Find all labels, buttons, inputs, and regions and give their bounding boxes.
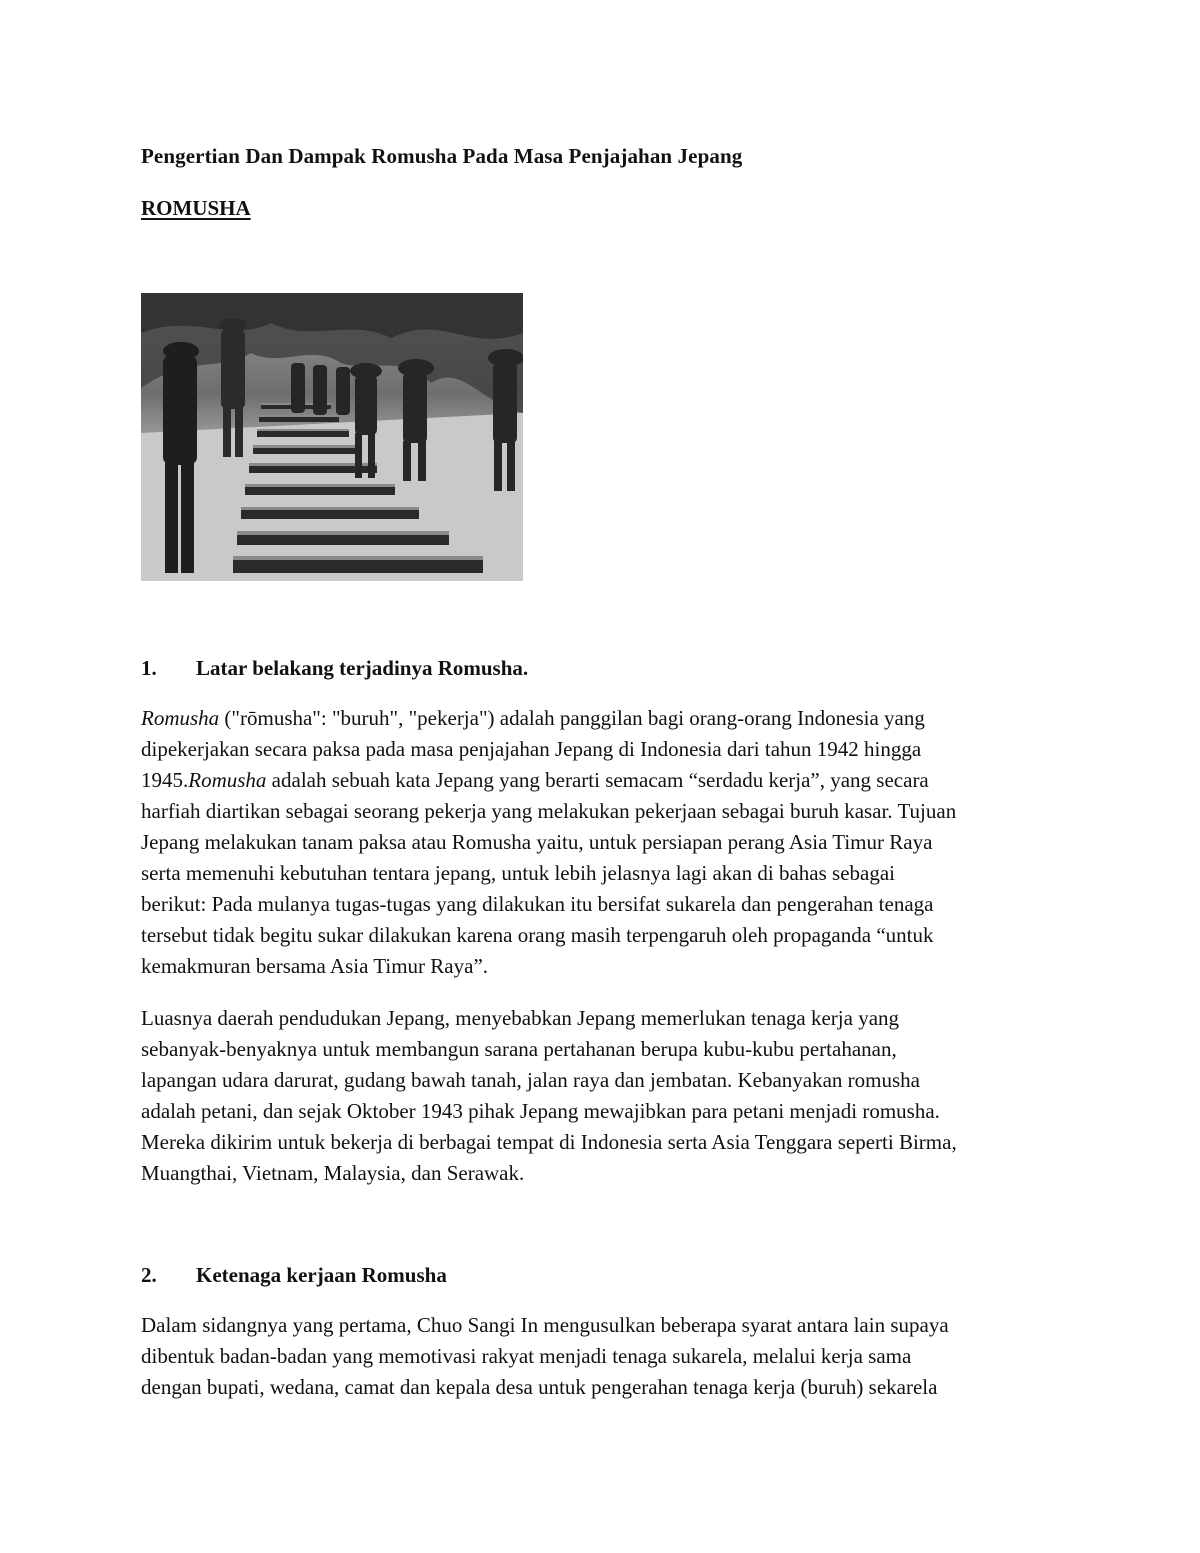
paragraph-line: [141, 765, 1066, 796]
document-subtitle: ROMUSHA: [141, 196, 251, 220]
paragraph-line: tersebut tidak begitu sukar dilakukan karena orang masih terpengaruh oleh propaganda “untuk: [141, 923, 934, 947]
paragraph: [141, 1310, 1066, 1403]
paragraph-line: berikut: Pada mulanya tugas-tugas yang dilakukan itu bersifat sukarela dan pengerahan tenaga: [141, 892, 934, 916]
section-heading-2: [141, 1263, 447, 1288]
paragraph: [141, 703, 1066, 982]
line-text: ("rōmusha": "buruh", "pekerja") adalah panggilan bagi orang-orang Indonesia yang: [219, 706, 925, 730]
paragraph-line: harfiah diartikan sebagai seorang pekerja yang melakukan pekerjaan sebagai buruh kasar. Tujuan: [141, 799, 957, 823]
line-prefix: 1945.: [141, 768, 189, 792]
paragraph-line: serta memenuhi kebutuhan tentara jepang, untuk lebih jelasnya lagi akan di bahas sebagai: [141, 861, 895, 885]
paragraph-line: dibentuk badan-badan yang memotivasi rakyat menjadi tenaga sukarela, melalui kerja sama: [141, 1344, 912, 1368]
romusha-photo: [141, 293, 523, 581]
paragraph-line: Mereka dikirim untuk bekerja di berbagai tempat di Indonesia serta Asia Tenggara seperti Birma,: [141, 1130, 957, 1154]
paragraph-line: Luasnya daerah pendudukan Jepang, menyebabkan Jepang memerlukan tenaga kerja yang: [141, 1006, 900, 1030]
paragraph-line: Dalam sidangnya yang pertama, Chuo Sangi In mengusulkan beberapa syarat antara lain supaya: [141, 1313, 949, 1337]
section-title: Latar belakang terjadinya Romusha.: [196, 656, 529, 680]
italic-term: Romusha: [141, 706, 220, 730]
section-number: 1.: [141, 656, 157, 680]
paragraph-line: dengan bupati, wedana, camat dan kepala desa untuk pengerahan tenaga kerja (buruh) sekarela: [141, 1375, 938, 1399]
paragraph-line: Jepang melakukan tanam paksa atau Romusha yaitu, untuk persiapan perang Asia Timur Raya: [141, 830, 933, 854]
italic-term: Romusha: [188, 768, 267, 792]
paragraph: [141, 1003, 1066, 1189]
paragraph-line: adalah petani, dan sejak Oktober 1943 pihak Jepang mewajibkan para petani menjadi romusha.: [141, 1099, 940, 1123]
paragraph-line: sebanyak-benyaknya untuk membangun sarana pertahanan berupa kubu-kubu pertahanan,: [141, 1037, 897, 1061]
section-number: 2.: [141, 1263, 157, 1287]
document-title: Pengertian Dan Dampak Romusha Pada Masa Penjajahan Jepang: [141, 144, 743, 168]
paragraph-line: lapangan udara darurat, gudang bawah tanah, jalan raya dan jembatan. Kebanyakan romusha: [141, 1068, 920, 1092]
paragraph-line: [141, 703, 1066, 734]
line-text: adalah sebuah kata Jepang yang berarti semacam “serdadu kerja”, yang secara: [266, 768, 929, 792]
section-heading-1: [141, 656, 528, 681]
paragraph-line: kemakmuran bersama Asia Timur Raya”.: [141, 954, 489, 978]
section-title: Ketenaga kerjaan Romusha: [196, 1263, 447, 1287]
paragraph-line: Muangthai, Vietnam, Malaysia, dan Serawak.: [141, 1161, 525, 1185]
paragraph-line: dipekerjakan secara paksa pada masa penjajahan Jepang di Indonesia dari tahun 1942 hingga: [141, 737, 922, 761]
